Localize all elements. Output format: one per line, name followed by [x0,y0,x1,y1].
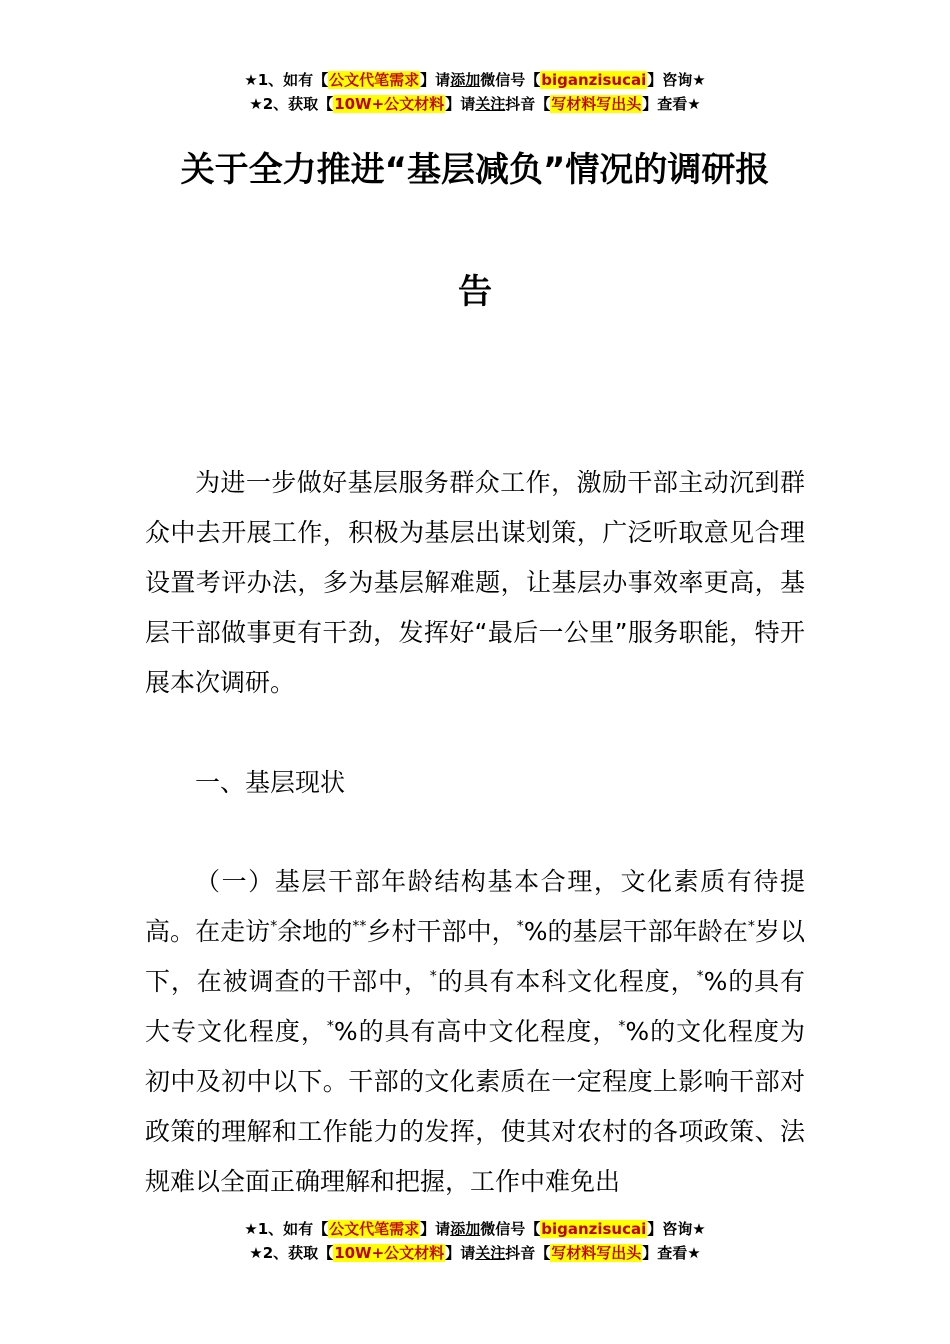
banner-text: 】咨询★ [647,1220,706,1238]
placeholder-mark: * [326,1018,334,1035]
section-heading: 一、基层现状 [195,768,346,797]
banner-line-2 [0,92,950,116]
banner-text: ★1、如有【 [244,1220,329,1238]
placeholder-mark: * [270,918,278,935]
banner-line-1 [0,68,950,92]
banner-underlined-text: 添加 [450,71,481,89]
banner-underlined-text: 关注 [475,95,506,113]
section-paragraph-block [145,857,805,1207]
banner-douyin-name: 写材料写出头 [551,1244,642,1262]
paragraph-text: 岁以下，在被调查的干部中， [145,917,805,996]
header-banner [0,68,950,116]
paragraph-text: 的具有本科文化程度， [436,967,697,996]
banner-underlined-text: 关注 [475,1244,506,1262]
banner-douyin-name: 写材料写出头 [551,95,642,113]
banner-text: 】请 [445,95,476,113]
banner-text: 】查看★ [642,95,701,113]
banner-underlined-text: 添加 [450,1220,481,1238]
banner-highlight: 公文代笔需求 [329,71,420,89]
banner-text: 】请 [445,1244,476,1262]
banner-line-2 [0,1241,950,1265]
banner-text: 】查看★ [642,1244,701,1262]
paragraph-text: %的文化程度为初中及初中以下。干部的文化素质在一定程度上影响干部对政策的理解和工作能力的发挥，使其对农村的各项政策、法规难以全面正确理解和把握，工作中难免出 [145,1017,805,1196]
paragraph-text: %的具有高中文化程度， [333,1017,619,1046]
banner-text: ★1、如有【 [244,71,329,89]
section-paragraph [145,857,805,1207]
banner-wechat-id: biganzisucai [541,1220,647,1238]
footer-banner [0,1217,950,1265]
banner-highlight: 公文代笔需求 [329,1220,420,1238]
paragraph-text: %的具有大专文化程度， [145,967,805,1046]
banner-highlight: 10W+公文材料 [334,95,445,113]
banner-text: 】请 [420,1220,451,1238]
paragraph-text: 余地的 [277,917,353,946]
placeholder-mark: * [618,1018,626,1035]
banner-highlight: 10W+公文材料 [334,1244,445,1262]
document-title-line-1: 关于全力推进“基层减负”情况的调研报 [180,150,770,190]
placeholder-mark: * [516,918,524,935]
banner-text: 微信号【 [480,71,541,89]
placeholder-mark: ** [352,918,367,935]
section-heading-block [145,758,805,808]
banner-text: ★2、获取【 [249,1244,334,1262]
banner-text: 抖音【 [505,95,551,113]
placeholder-mark: * [696,968,704,985]
placeholder-mark: * [747,918,755,935]
banner-text: 抖音【 [505,1244,551,1262]
paragraph-text: （一）基层干部年龄结构基本合理，文化素质有待提高。在走访 [145,867,805,946]
paragraph-text: 乡村干部中， [366,917,517,946]
placeholder-mark: * [429,968,437,985]
banner-line-1 [0,1217,950,1241]
banner-text: 】请 [420,71,451,89]
intro-paragraph: 为进一步做好基层服务群众工作，激励干部主动沉到群众中去开展工作，积极为基层出谋划策，广泛听取意见合理设置考评办法，多为基层解难题，让基层办事效率更高，基层干部做事更有干劲，发挥好“最后一公里”服务职能，特开展本次调研。 [145,468,805,697]
banner-text: ★2、获取【 [249,95,334,113]
banner-wechat-id: biganzisucai [541,71,647,89]
document-title-line-2: 告 [458,272,492,312]
paragraph-text: %的基层干部年龄在 [523,917,748,946]
banner-text: 微信号【 [480,1220,541,1238]
intro-paragraph-block [145,458,805,708]
banner-text: 】咨询★ [647,71,706,89]
